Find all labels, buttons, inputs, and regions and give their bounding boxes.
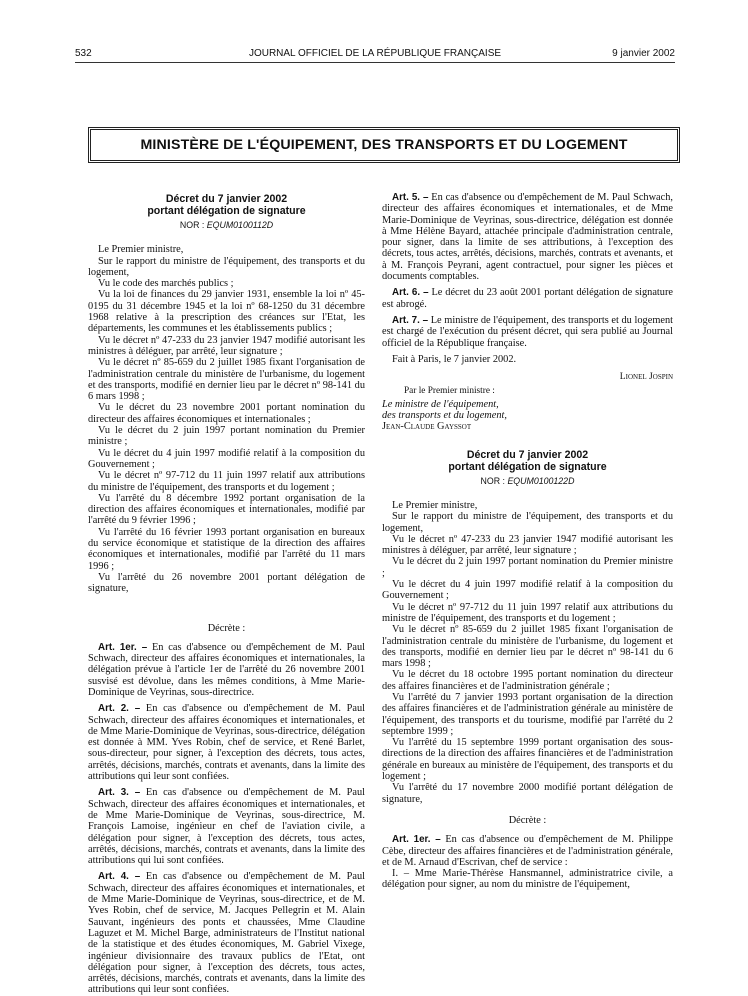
- decree1-by-pm: Par le Premier ministre :: [404, 386, 495, 397]
- paragraph: Vu le décret du 18 octobre 1995 portant nomination du directeur des affaires financières et de l'administration générale ;: [382, 669, 673, 692]
- paragraph: Vu l'arrêté du 26 novembre 2001 portant délégation de signature,: [88, 571, 365, 595]
- paragraph: Vu l'arrêté du 16 février 1993 portant organisation en bureaux du service économique et statistique de la direction des affaires économiques et internationales, modifié par l'arrêté du 11 mars 1996 ;: [88, 526, 365, 572]
- paragraph: Vu le code des marchés publics ;: [98, 278, 234, 290]
- paragraph: Vu le décret nº 97-712 du 11 juin 1997 relatif aux attributions du ministre de l'équipement, des transports et du logement ;: [382, 601, 673, 624]
- paragraph: Vu le décret du 2 juin 1997 portant nomination du Premier ministre ;: [382, 556, 673, 579]
- paragraph: Le Premier ministre,: [98, 244, 184, 256]
- decree1-article-3: Art. 3. – En cas d'absence ou d'empêchement de M. Paul Schwach, directeur des affaires économiques et internationales, et de Mme Marie-Dominique de Veyrinas, sous-directrice, M. François Lamoise, ingénieur en chef de l'aviation civile, a délégation pour signer, à l'exception des décrets, tous actes, arrêtés, décisions, marchés, contrats et avenants, dans la limite des attributions qui lui sont confiées.: [88, 787, 366, 867]
- decree1-article-2: Art. 2. – En cas d'absence ou d'empêchement de M. Paul Schwach, directeur des affaires économiques et internationales, et de Mme Marie-Dominique de Veyrinas, sous-directrice, délégation est donnée à MM. Yves Robin, chef de service, et René Barlet, sous-directeur, pour signer, à l'exception des décrets, tous actes, arrêtés, décisions, marchés, contrats et avenants, dans la limite des attributions qui leur sont confiées.: [88, 703, 366, 783]
- page-number: 532: [75, 48, 92, 59]
- ministry-banner: MINISTÈRE DE L'ÉQUIPEMENT, DES TRANSPORTS ET DU LOGEMENT: [88, 127, 680, 163]
- paragraph: Vu le décret nº 47-233 du 23 janvier 1947 modifié autorisant les ministres à déléguer, par arrêté, leur signature ;: [88, 334, 365, 357]
- decree1-signatory: Lionel Jospin: [619, 371, 673, 383]
- decree1-article-6: Art. 6. – Le décret du 23 août 2001 portant délégation de signature est abrogé.: [382, 287, 674, 310]
- decree2-article-1: Art. 1er. – En cas d'absence ou d'empêchement de M. Philippe Cèbe, directeur des affaires financières et de l'administration générale, et de M. Arnaud d'Escrivan, chef de service :: [382, 834, 674, 868]
- journal-title: JOURNAL OFFICIEL DE LA RÉPUBLIQUE FRANÇAISE: [248, 48, 502, 59]
- paragraph: Vu le décret nº 85-659 du 2 juillet 1985 fixant l'organisation de l'administration centrale du ministère de l'urbanisme, du logement et des transports, modifié en dernier lieu par le décret nº 98-141 du 6 mars 1998 ;: [88, 357, 365, 403]
- decree1-minister-title-1: Le ministre de l'équipement,: [382, 398, 499, 410]
- paragraph: Vu le décret du 4 juin 1997 modifié relatif à la composition du Gouvernement ;: [382, 579, 673, 602]
- paragraph: Vu le décret nº 47-233 du 23 janvier 1947 modifié autorisant les ministres à déléguer, par arrêté, leur signature ;: [382, 533, 673, 557]
- paragraph: Vu le décret du 2 juin 1997 portant nomination du Premier ministre ;: [88, 425, 365, 448]
- right-column: [382, 192, 673, 891]
- paragraph: Le Premier ministre,: [392, 499, 478, 511]
- decree2-nor: NOR : EQUM0100122D: [480, 475, 575, 486]
- decree1-minister-title-2: des transports et du logement,: [382, 410, 507, 422]
- decree1-article-4: Art. 4. – En cas d'absence ou d'empêchement de M. Paul Schwach, directeur des affaires économiques et internationales, et de Mme Marie-Dominique de Veyrinas, sous-directrice, et de M. Yves Robin, chef de service, M. Jacques Pellegrin et M. Alain Sauvant, ingénieurs des ponts et chaussées, Mme Claudine Laguzet et M. Michel Barge, administrateurs de l'Institut national de la statistique et des études économiques, M. Gabriel Vixege, ingénieur divisionnaire des travaux publics de l'Etat, ont délégation pour signer, à l'exception des décrets, tous actes, arrêtés, décisions, marchés, contrats et avenants, dans la limite des attributions qui leur sont confiées.: [88, 871, 366, 996]
- paragraph: Vu l'arrêté du 15 septembre 1999 portant organisation des sous-directions de la direction des affaires financières et de l'administration générale en bureaux au ministère de l'équipement, des transports et du logement ;: [382, 737, 673, 783]
- paragraph: Sur le rapport du ministre de l'équipement, des transports et du logement,: [88, 255, 365, 278]
- left-column: [88, 193, 365, 996]
- paragraph: Vu le décret du 23 novembre 2001 portant nomination du directeur des affaires économiques et internationales ;: [88, 402, 365, 425]
- decree1-article-1: Art. 1er. – En cas d'absence ou d'empêchement de M. Paul Schwach, directeur des affaires économiques et internationales, la délégation prévue à l'article 1er de l'arrêté du 26 novembre 2001 susvisé est dévolue, dans les mêmes conditions, à Mme Marie-Dominique de Veyrinas, sous-directrice.: [88, 641, 366, 698]
- decree1-done-at: Fait à Paris, le 7 janvier 2002.: [392, 353, 517, 365]
- paragraph: Sur le rapport du ministre de l'équipement, des transports et du logement,: [382, 511, 673, 534]
- running-header: [75, 48, 675, 62]
- decree2-decrete: Décrète :: [508, 814, 547, 826]
- decree1-minister-name: Jean-Claude Gayssot: [382, 421, 472, 433]
- issue-date: 9 janvier 2002: [612, 48, 675, 59]
- header-rule: [75, 62, 675, 63]
- paragraph: Vu le décret nº 85-659 du 2 juillet 1985 fixant l'organisation de l'administration centrale du ministère de l'urbanisme, du logement et des transports, modifié en dernier lieu par le décret nº 98-141 du 6 mars 1998 ;: [382, 624, 673, 670]
- paragraph: Vu l'arrêté du 7 janvier 1993 portant organisation de la direction des affaires financières et de l'administration générale au ministère de l'équipement, des transports et du tourisme, modifié par l'arrêté du 2 septembre 1999 ;: [382, 691, 673, 737]
- decree2-item-1: I. – Mme Marie-Thérèse Hansmannel, administratrice civile, a délégation pour signer, au nom du ministre de l'équipement,: [382, 868, 673, 891]
- decree2-title: Décret du 7 janvier 2002 portant délégation de signature: [448, 448, 607, 473]
- paragraph: Vu l'arrêté du 17 novembre 2000 modifié portant délégation de signature,: [382, 782, 673, 805]
- decree1-decrete: Décrète :: [207, 622, 246, 634]
- decree1-article-5: Art. 5. – En cas d'absence ou d'empêchement de M. Paul Schwach, directeur des affaires économiques et internationales, et de Mme Marie-Dominique de Veyrinas, sous-directrice, délégation est donnée à Mme Hélène Bayard, attachée principale d'administration centrale, pour signer, dans la limite de ses attributions, à l'exception des décrets, tous actes, arrêtés, décisions, marchés, contrats et avenants, et à M. François Peyrani, agent contractuel, pour signer les pièces et documents comptables.: [382, 192, 673, 283]
- paragraph: Vu le décret du 4 juin 1997 modifié relatif à la composition du Gouvernement ;: [88, 447, 365, 470]
- decree1-nor: NOR : EQUM0100112D: [179, 220, 274, 230]
- decree1-article-7: Art. 7. – Le ministre de l'équipement, des transports et du logement est chargé de l'exécution du présent décret, qui sera publié au Journal officiel de la République française.: [382, 314, 673, 349]
- paragraph: Vu le décret nº 97-712 du 11 juin 1997 relatif aux attributions du ministre de l'équipement, des transports et du logement ;: [88, 470, 365, 493]
- paragraph: Vu l'arrêté du 8 décembre 1992 portant organisation de la direction des affaires économiques et internationales, modifié par l'arrêté du 9 février 1996 ;: [88, 492, 365, 527]
- decree1-title: Décret du 7 janvier 2002 portant délégation de signature: [147, 193, 306, 217]
- paragraph: Vu la loi de finances du 29 janvier 1931, ensemble la loi nº 45-0195 du 31 décembre 1945 et la loi nº 68-1250 du 31 décembre 1968 relative à la prescription des créances sur l'Etat, les départements, les communes et les établissements publics ;: [88, 289, 365, 335]
